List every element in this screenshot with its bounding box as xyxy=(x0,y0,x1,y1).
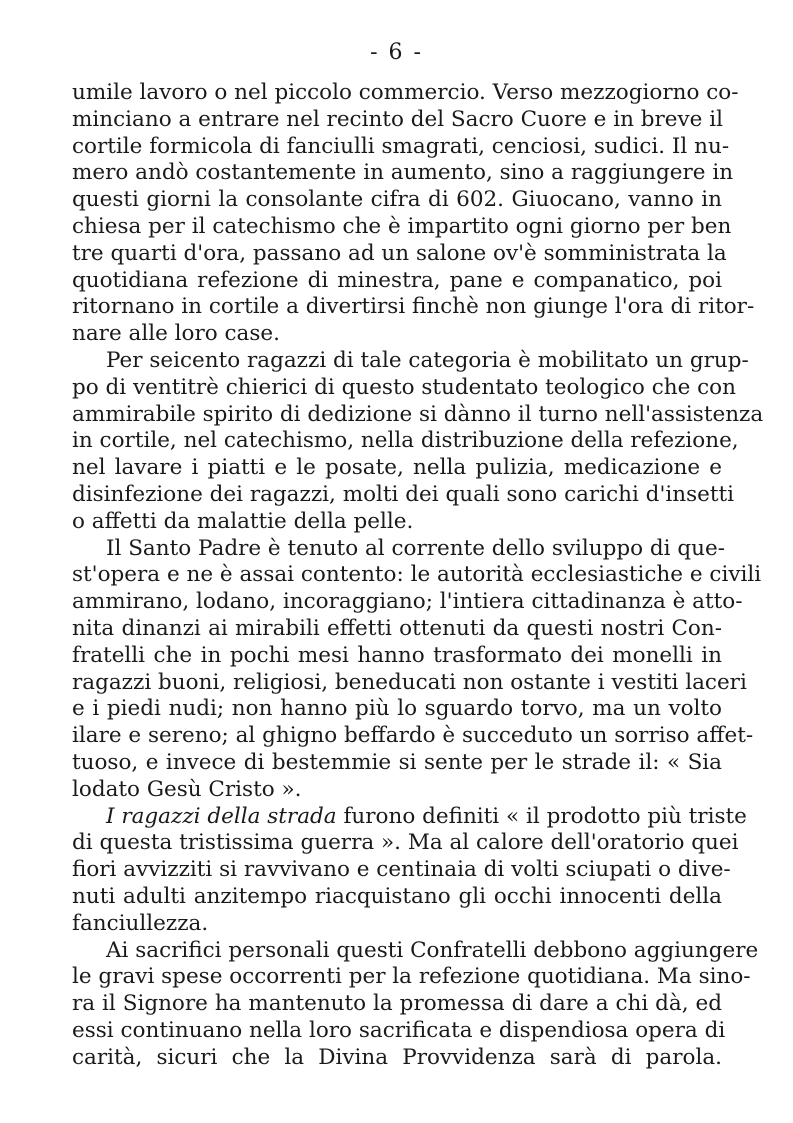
text-line: ammirano, lodano, incoraggiano; l'intiera cittadinanza è atto- xyxy=(72,589,743,615)
text-line: di questa tristissima guerra ». Ma al calore dell'oratorio quei xyxy=(72,830,739,856)
text-line: umile lavoro o nel piccolo commercio. Verso mezzogiorno co- xyxy=(72,80,739,105)
text-line: questi giorni la consolante cifra di 602. Giuocano, vanno in xyxy=(72,187,722,213)
text-line: e i piedi nudi; non hanno più lo sguardo torvo, ma un volto xyxy=(72,696,722,722)
text-line: tuoso, e invece di bestemmie si sente per le strade il: « Sia xyxy=(72,749,722,775)
text-line: essi continuano nella loro sacrificata e dispendiosa opera di xyxy=(72,1017,726,1043)
text-line: fiori avvizziti si ravvivano e centinaia di volti sciupati o dive- xyxy=(72,857,731,883)
text-line: lodato Gesù Cristo ». xyxy=(72,776,302,802)
text-line: ra il Signore ha mantenuto la promessa di dare a chi dà, ed xyxy=(72,991,722,1017)
text-line: minciano a entrare nel recinto del Sacro Cuore e in breve il xyxy=(72,106,723,132)
text-line: po di ventitrè chierici di questo studentato teologico che con xyxy=(72,374,736,400)
text-line: ragazzi buoni, religiosi, beneducati non ostante i vestiti laceri xyxy=(72,669,747,695)
italic-title: I ragazzi della strada xyxy=(106,803,337,829)
text-line: quotidiana refezione di minestra, pane e companatico, poi xyxy=(72,267,722,293)
text-line: carità, sicuri che la Divina Provvidenza sarà di parola. xyxy=(72,1044,722,1070)
text-line: le gravi spese occorrenti per la refezione quotidiana. Ma sino- xyxy=(72,964,751,990)
text-fragment: furono definiti « il prodotto più triste xyxy=(343,803,747,829)
text-line: disinfezione dei ragazzi, molti dei quali sono carichi d'insetti xyxy=(72,481,734,507)
text-line: nita dinanzi ai mirabili effetti ottenuti da questi nostri Con- xyxy=(72,615,722,641)
text-line: cortile formicola di fanciulli smagrati, cenciosi, sudici. Il nu- xyxy=(72,133,730,159)
text-line: nel lavare i piatti e le posate, nella pulizia, medicazione e xyxy=(72,455,722,481)
text-line: in cortile, nel catechismo, nella distribuzione della refezione, xyxy=(72,428,739,454)
text-line: ilare e sereno; al ghigno beffardo è succeduto un sorriso affet- xyxy=(72,723,754,749)
text-line: ammirabile spirito di dedizione si dànno il turno nell'assistenza xyxy=(72,401,764,427)
text-line: chiesa per il catechismo che è impartito ogni giorno per ben xyxy=(72,213,732,239)
text-line: Il Santo Padre è tenuto al corrente dello sviluppo di que- xyxy=(106,535,725,561)
text-line: st'opera e ne è assai contento: le autorità ecclesiastiche e civili xyxy=(72,562,762,588)
text-line: nuti adulti anzitempo riacquistano gli occhi innocenti della xyxy=(72,883,722,909)
text-line: o affetti da malattie della pelle. xyxy=(72,508,414,534)
page-number: - 6 - xyxy=(370,40,423,65)
body-text xyxy=(72,80,764,1071)
text-line: Per seicento ragazzi di tale categoria è mobilitato un grup- xyxy=(106,347,749,373)
text-line: mero andò costantemente in aumento, sino a raggiungere in xyxy=(72,160,734,186)
text-line xyxy=(72,803,747,831)
text-line: fratelli che in pochi mesi hanno trasformato dei monelli in xyxy=(72,642,722,668)
text-line: fanciullezza. xyxy=(72,910,209,936)
text-line: tre quarti d'ora, passano ad un salone ov'è somministrata la xyxy=(72,240,727,266)
text-line: nare alle loro case. xyxy=(72,321,280,347)
text-line: ritornano in cortile a divertirsi finchè non giunge l'ora di ritor- xyxy=(72,294,755,320)
text-line: Ai sacrifici personali questi Confratelli debbono aggiungere xyxy=(106,937,759,963)
